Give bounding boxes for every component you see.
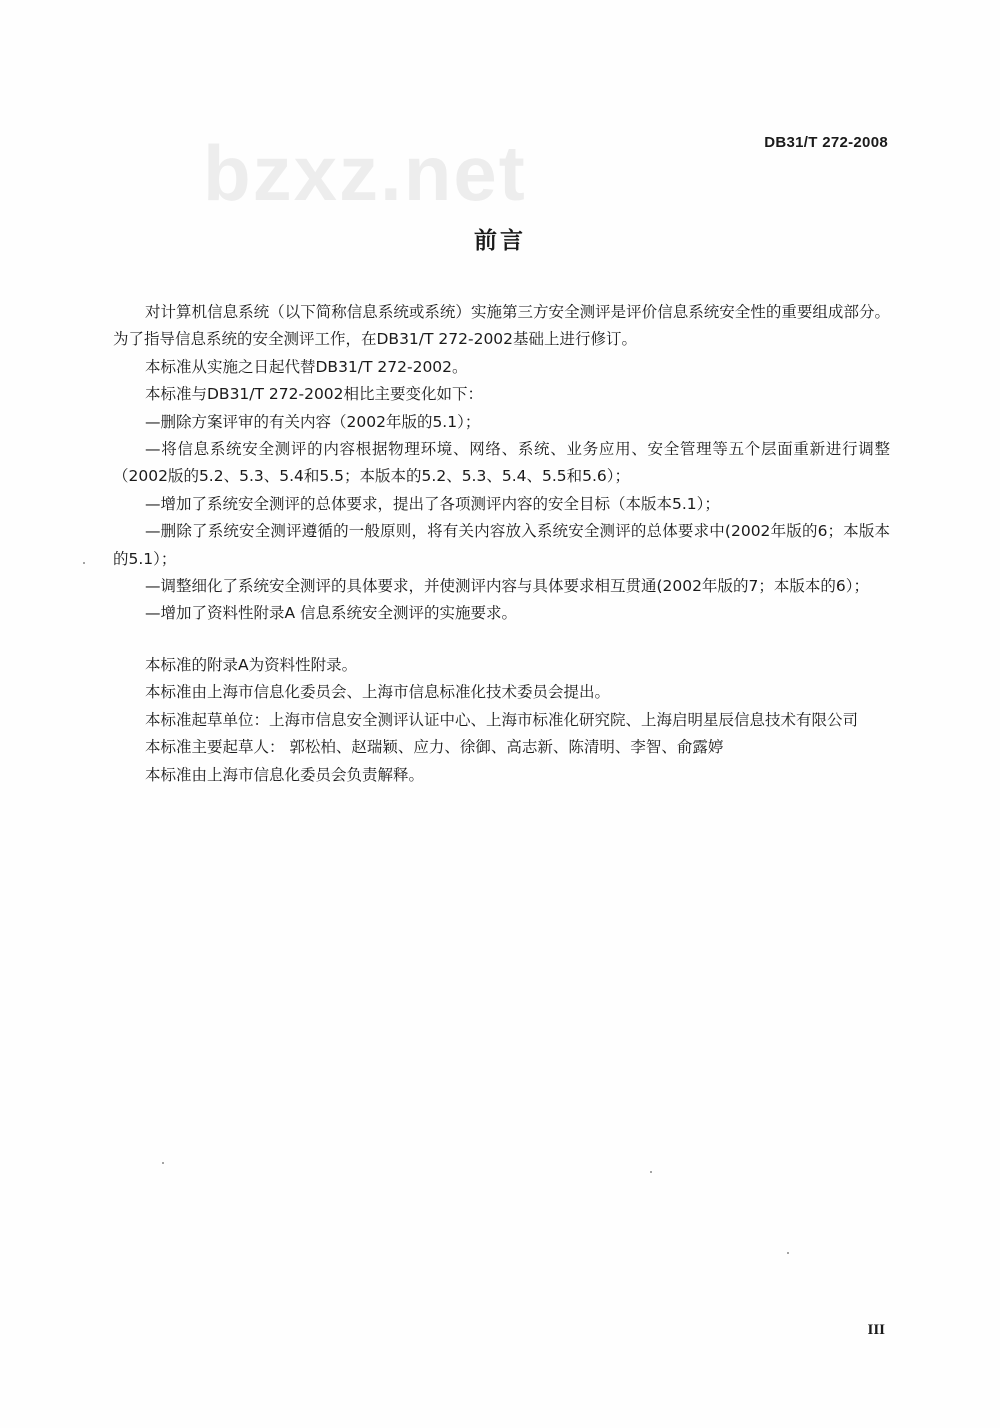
scan-speck <box>787 1252 789 1254</box>
paragraph: 本标准由上海市信息化委员会负责解释。 <box>145 765 425 784</box>
list-item: —增加了资料性附录A 信息系统安全测评的实施要求。 <box>145 604 518 623</box>
watermark: bzxz.net <box>203 129 527 217</box>
list-item: —删除了系统安全测评遵循的一般原则，将有关内容放入系统安全测评的总体要求中(2002年版的6；本版本的5.1）； <box>113 522 890 568</box>
foreword-body <box>113 299 890 789</box>
list-item: —增加了系统安全测评的总体要求，提出了各项测评内容的安全目标（本版本5.1）； <box>145 494 720 513</box>
scan-speck <box>162 1162 164 1164</box>
paragraph: 本标准的附录A为资料性附录。 <box>145 655 358 674</box>
standard-code: DB31/T 272-2008 <box>764 134 888 151</box>
spacer <box>113 628 890 652</box>
paragraph: 对计算机信息系统（以下简称信息系统或系统）实施第三方安全测评是评价信息系统安全性的重要组成部分。为了指导信息系统的安全测评工作，在DB31/T 272-2002基础上进行修订。 <box>113 303 890 349</box>
scan-speck <box>83 562 85 564</box>
paragraph: 本标准起草单位：上海市信息安全测评认证中心、上海市标准化研究院、上海启明星辰信息技术有限公司 <box>145 710 859 729</box>
list-item: —删除方案评审的有关内容（2002年版的5.1）； <box>145 412 481 431</box>
paragraph: 本标准从实施之日起代替DB31/T 272-2002。 <box>145 357 468 376</box>
paragraph: 本标准与DB31/T 272-2002相比主要变化如下： <box>145 385 484 404</box>
paragraph: 本标准主要起草人： 郭松柏、赵瑞颖、应力、徐御、高志新、陈清明、李智、俞露婷 <box>145 738 724 757</box>
list-item: —调整细化了系统安全测评的具体要求，并使测评内容与具体要求相互贯通(2002年版的7；本版本的6）； <box>145 577 869 596</box>
paragraph: 本标准由上海市信息化委员会、上海市信息标准化技术委员会提出。 <box>145 683 611 702</box>
page-number: III <box>867 1322 885 1338</box>
scan-speck <box>650 1171 652 1173</box>
list-item: —将信息系统安全测评的内容根据物理环境、网络、系统、业务应用、安全管理等五个层面重新进行调整（2002版的5.2、5.3、5.4和5.5；本版本的5.2、5.3、5.4、5.5和5.6）； <box>113 440 890 486</box>
page-title: 前言 <box>474 228 526 254</box>
